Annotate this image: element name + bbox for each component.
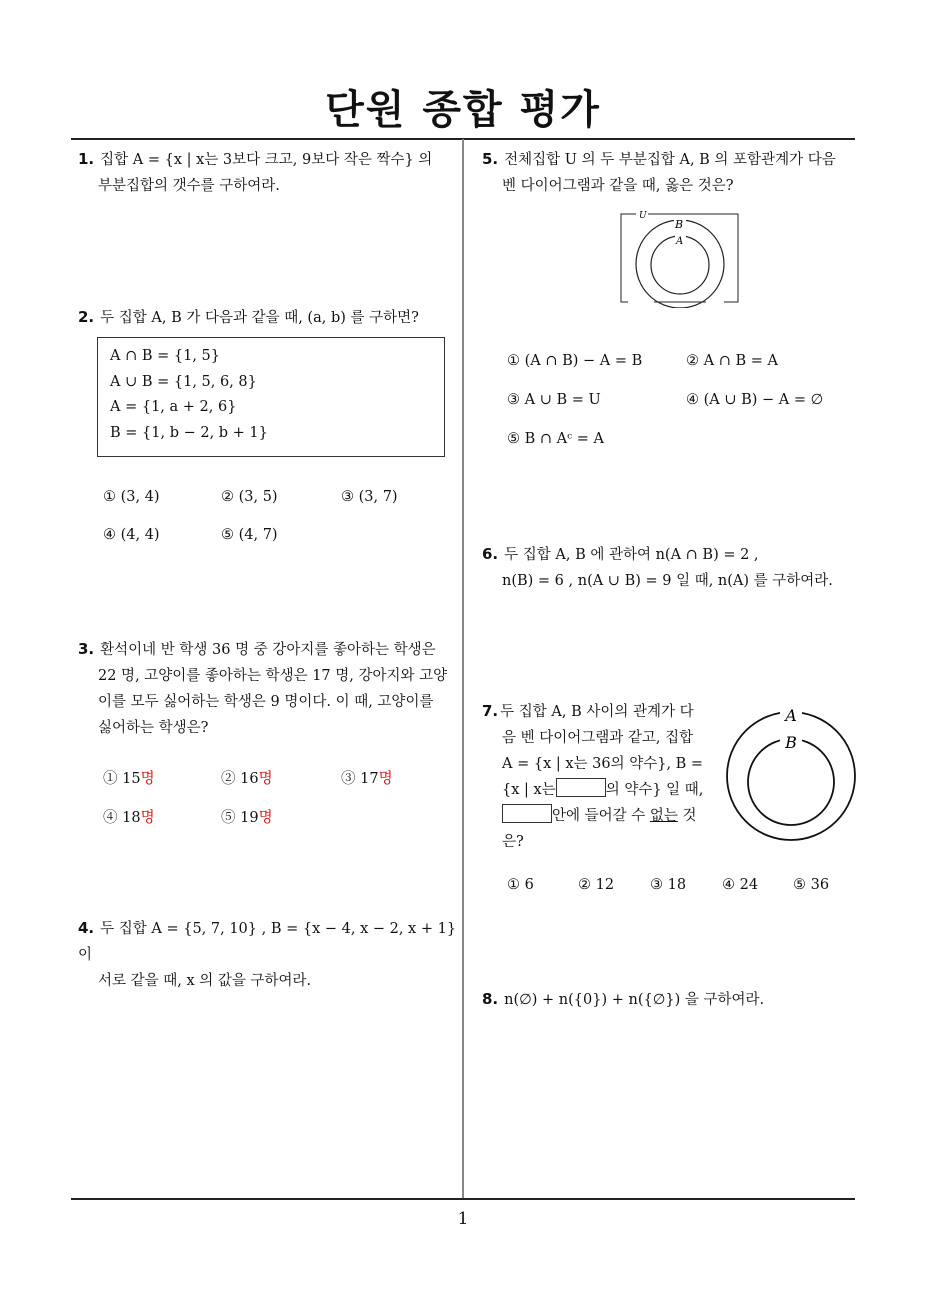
choice-4[interactable]: ④ 24 bbox=[722, 877, 759, 893]
given-sets-box bbox=[97, 337, 445, 457]
question-text: 이를 모두 싫어하는 학생은 9 명이다. 이 때, 고양이를 bbox=[98, 694, 434, 710]
page-title: 단원 종합 평가 bbox=[325, 87, 601, 133]
question-number: 1. bbox=[78, 150, 95, 168]
venn-label-b: B bbox=[785, 733, 797, 752]
venn-set-b bbox=[636, 220, 724, 308]
given-line: B = {1, b − 2, b + 1} bbox=[110, 424, 268, 441]
venn-label-u: U bbox=[639, 211, 647, 221]
choice-unit: 명 bbox=[140, 810, 155, 826]
choice-1[interactable]: ① (A ∩ B) − A = B bbox=[507, 353, 643, 369]
choice-unit: 명 bbox=[378, 771, 393, 787]
choice-2[interactable]: ② A ∩ B = A bbox=[686, 353, 778, 369]
question-5 bbox=[482, 146, 860, 199]
choice-unit: 명 bbox=[258, 771, 273, 787]
question-number: 8. bbox=[482, 990, 499, 1008]
bottom-rule bbox=[71, 1198, 855, 1200]
choice-5[interactable]: ⑤ (4, 7) bbox=[221, 527, 278, 543]
question-text: A = {x | x는 36의 약수}, B = bbox=[502, 756, 704, 772]
question-text: 두 집합 A, B 사이의 관계가 다 bbox=[500, 704, 694, 720]
venn-set-a bbox=[727, 712, 855, 840]
question-number: 6. bbox=[482, 545, 499, 563]
choice-3[interactable]: ③ A ∪ B = U bbox=[507, 392, 601, 408]
choice-2[interactable]: ② (3, 5) bbox=[221, 489, 278, 505]
question-number: 7. bbox=[482, 702, 499, 720]
page-number: 1 bbox=[457, 1209, 469, 1229]
choice-1[interactable]: ① (3, 4) bbox=[103, 489, 160, 505]
question-text: n(B) = 6 , n(A ∪ B) = 9 일 때, n(A) 를 구하여라. bbox=[502, 573, 833, 589]
venn-label-a: A bbox=[676, 236, 684, 247]
given-line: A ∩ B = {1, 5} bbox=[110, 348, 220, 364]
question-text: 집합 A = {x | x는 3보다 크고, 9보다 작은 짝수} 의 bbox=[100, 152, 433, 168]
question-text: 두 집합 A = {5, 7, 10} , B = {x − 4, x − 2, x + 1} 이 bbox=[78, 921, 457, 963]
question-text: 싫어하는 학생은? bbox=[98, 720, 209, 736]
question-text: {x | x는 bbox=[502, 782, 556, 798]
question-text: 것 bbox=[682, 808, 697, 824]
question-2 bbox=[78, 304, 458, 331]
choice-2[interactable] bbox=[221, 767, 273, 788]
column-divider bbox=[462, 139, 464, 1199]
choice-1[interactable]: ① 6 bbox=[507, 877, 534, 893]
question-text: 안에 들어갈 수 bbox=[552, 808, 646, 824]
choice-unit: 명 bbox=[258, 810, 273, 826]
question-3 bbox=[78, 636, 458, 741]
choice-2[interactable]: ② 12 bbox=[578, 877, 615, 893]
choice-3[interactable] bbox=[341, 767, 393, 788]
question-text: 음 벤 다이어그램과 같고, 집합 bbox=[502, 730, 694, 746]
question-text: n(∅) + n({0}) + n({∅}) 을 구하여라. bbox=[504, 992, 765, 1008]
question-1 bbox=[78, 146, 458, 199]
question-4 bbox=[78, 915, 458, 994]
blank-box bbox=[502, 804, 552, 823]
choice-3[interactable]: ③ 18 bbox=[650, 877, 687, 893]
question-number: 5. bbox=[482, 150, 499, 168]
question-6 bbox=[482, 541, 860, 594]
question-text: 부분집합의 갯수를 구하여라. bbox=[98, 178, 280, 194]
question-text: 환석이네 반 학생 36 명 중 강아지를 좋아하는 학생은 bbox=[100, 642, 436, 658]
choice-number: ④ 18 bbox=[103, 810, 141, 826]
question-number: 3. bbox=[78, 640, 95, 658]
underlined-word: 없는 bbox=[649, 808, 678, 824]
choice-1[interactable] bbox=[103, 767, 155, 788]
choice-5[interactable]: ⑤ 36 bbox=[793, 877, 830, 893]
choice-number: ① 15 bbox=[103, 771, 141, 787]
given-line: A = {1, a + 2, 6} bbox=[110, 399, 237, 415]
choice-number: ⑤ 19 bbox=[221, 810, 259, 826]
question-number: 2. bbox=[78, 308, 95, 326]
question-text: 의 약수} 일 때, bbox=[605, 782, 704, 798]
choice-4[interactable] bbox=[103, 806, 155, 827]
choice-number: ③ 17 bbox=[341, 771, 379, 787]
venn-label-b: B bbox=[675, 218, 684, 231]
choice-5[interactable] bbox=[221, 806, 273, 827]
question-text: 두 집합 A, B 에 관하여 n(A ∩ B) = 2 , bbox=[504, 547, 759, 563]
choice-unit: 명 bbox=[140, 771, 155, 787]
venn-diagram-q5 bbox=[614, 206, 744, 308]
venn-label-a: A bbox=[785, 706, 797, 725]
question-8 bbox=[482, 986, 860, 1013]
question-text: 서로 같을 때, x 의 값을 구하여라. bbox=[98, 973, 312, 989]
question-text: 22 명, 고양이를 좋아하는 학생은 17 명, 강아지와 고양 bbox=[98, 668, 448, 684]
choice-4[interactable]: ④ (A ∪ B) − A = ∅ bbox=[686, 392, 824, 408]
choice-5[interactable]: ⑤ B ∩ Aᶜ = A bbox=[507, 431, 604, 447]
choice-4[interactable]: ④ (4, 4) bbox=[103, 527, 160, 543]
question-number: 4. bbox=[78, 919, 95, 937]
blank-box bbox=[556, 778, 606, 797]
choice-number: ② 16 bbox=[221, 771, 259, 787]
question-text: 전체집합 U 의 두 부분집합 A, B 의 포함관계가 다음 bbox=[504, 152, 836, 168]
choice-3[interactable]: ③ (3, 7) bbox=[341, 489, 398, 505]
question-7 bbox=[482, 698, 722, 855]
question-text: 은? bbox=[502, 834, 524, 850]
venn-diagram-q7 bbox=[720, 702, 860, 842]
question-text: 벤 다이어그램과 같을 때, 옳은 것은? bbox=[502, 178, 734, 194]
question-text: 두 집합 A, B 가 다음과 같을 때, (a, b) 를 구하면? bbox=[100, 310, 419, 326]
given-line: A ∪ B = {1, 5, 6, 8} bbox=[110, 373, 257, 390]
